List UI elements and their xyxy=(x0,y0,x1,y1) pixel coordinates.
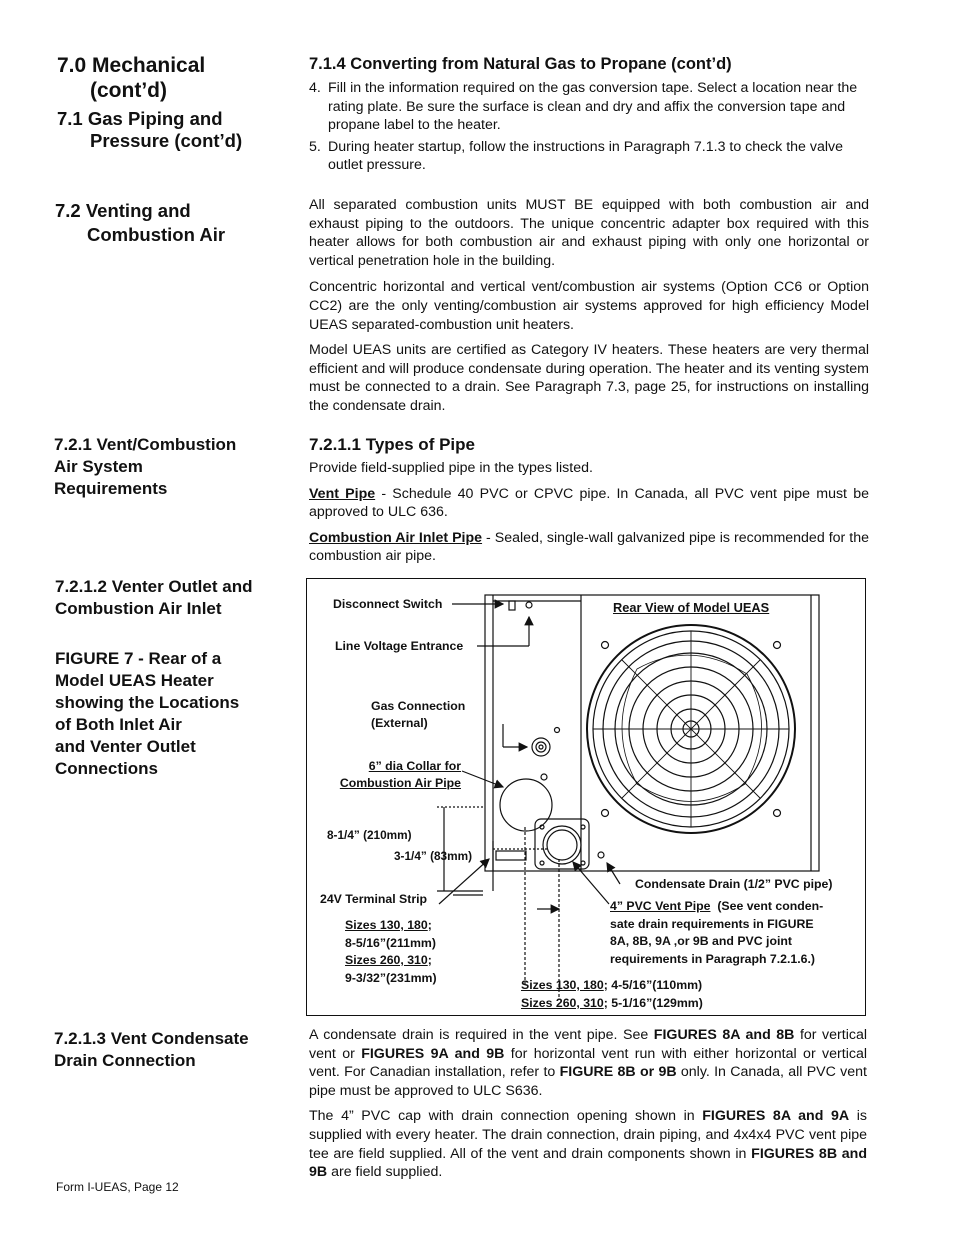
heading-7-0-line1: 7.0 Mechanical xyxy=(57,54,206,77)
heading-7-1-4: 7.1.4 Converting from Natural Gas to Propane (cont’d) xyxy=(309,55,732,73)
types-intro: Provide field-supplied pipe in the types listed. xyxy=(309,460,593,476)
heading-7-2-line2: Combustion Air xyxy=(87,224,226,245)
vent-pipe-note-line2: sate drain requirements in FIGURE xyxy=(610,916,814,931)
heading-7-2-1 xyxy=(54,434,236,500)
heading-7-2-1-line2: Air System xyxy=(54,457,143,476)
text-run: for horizontal vent run with either horizontal or vertical vent. For Canadian installation, refer to xyxy=(309,1045,867,1081)
step-text: During heater startup, follow the instructions in Paragraph 7.1.3 to check the valve outlet pressure. xyxy=(328,138,843,174)
heading-7-2-1-line1: 7.2.1 Vent/Combustion xyxy=(54,435,237,454)
label-vent-pipe xyxy=(610,898,823,968)
caption-line: FIGURE 7 - Rear of a xyxy=(55,649,222,668)
caption-line: and Venter Outlet xyxy=(55,737,196,756)
label-terminal-strip: 24V Terminal Strip xyxy=(320,892,428,906)
label-collar xyxy=(317,758,461,792)
label-line-voltage: Line Voltage Entrance xyxy=(335,639,464,653)
heading-7-2-1-3-line1: 7.2.1.3 Vent Condensate xyxy=(54,1029,249,1048)
drain-para-1 xyxy=(309,1026,867,1100)
heading-7-1 xyxy=(57,108,242,152)
page-footer: Form I-UEAS, Page 12 xyxy=(56,1180,179,1194)
label-sizes-a: Sizes 130, 180; 8-5/16”(211mm) Sizes 260, 310; 9-3/32”(231mm) xyxy=(345,917,437,987)
label-rear-view: Rear View of Model UEAS xyxy=(613,600,770,615)
step-number: 5. xyxy=(309,138,321,155)
vent-pipe-para xyxy=(309,485,869,522)
caption-line: of Both Inlet Air xyxy=(55,715,182,734)
figure-ref: FIGURES 9A and 9B xyxy=(361,1045,505,1062)
text-run: for vertical vent or xyxy=(309,1027,867,1062)
vent-pipe-label: Vent Pipe xyxy=(309,485,376,502)
step-text: Fill in the information required on the gas conversion tape. Select a location near the rating plate. Be sure the surface is clean and dry and affix the conversion tape and propane label to the heater. xyxy=(328,80,858,134)
collar-line1: 6” dia Collar for xyxy=(368,759,461,773)
venting-section xyxy=(309,196,869,423)
figure-ref: FIGURES 8A and 8B xyxy=(653,1027,795,1043)
heading-7-2-1-line3: Requirements xyxy=(54,479,168,498)
label-dim-3-1-4: 3-1/4” (83mm) xyxy=(394,849,473,863)
heading-7-2-1-2-line1: 7.2.1.2 Venter Outlet and xyxy=(55,577,253,596)
heading-7-1-line2: Pressure (cont’d) xyxy=(90,130,243,151)
vent-pipe-text: - Schedule 40 PVC or CPVC pipe. In Canada, all PVC vent pipe must be approved to ULC 636. xyxy=(309,485,869,521)
label-sizes-b xyxy=(521,976,703,1012)
label-dim-8-1-4: 8-1/4” (210mm) xyxy=(327,828,412,842)
combustion-pipe-text: - Sealed, single-wall galvanized pipe is recommended for the combustion air pipe. xyxy=(309,529,869,565)
heading-7-2-1-2 xyxy=(55,576,252,620)
conversion-steps xyxy=(309,79,869,175)
types-of-pipe xyxy=(309,459,869,573)
heading-7-0-line2: (cont’d) xyxy=(90,79,167,102)
sizes-a2: Sizes 260, 310 xyxy=(345,953,428,967)
drain-para-2 xyxy=(309,1107,867,1181)
heading-7-2-line1: 7.2 Venting and xyxy=(55,200,191,221)
text-run: are field supplied. xyxy=(327,1164,443,1181)
heading-7-2-1-1: 7.2.1.1 Types of Pipe xyxy=(309,435,475,454)
heading-7-2-1-2-line2: Combustion Air Inlet xyxy=(55,599,222,618)
text-run: only. In Canada, all PVC vent pipe must be approved to ULC S636. xyxy=(309,1064,867,1099)
gas-connection-line1: Gas Connection xyxy=(371,699,466,713)
figure-7-box xyxy=(306,578,866,1016)
label-condensate-drain: Condensate Drain (1/2” PVC pipe) xyxy=(635,877,833,891)
sizes-a2-value: 9-3/32”(231mm) xyxy=(345,970,437,985)
sizes-b1-value: ; 4-5/16”(110mm) xyxy=(603,978,703,992)
heading-7-2 xyxy=(55,199,225,247)
text-run: is supplied with every heater. The drain connection, drain piping, and 4x4x4 PVC vent pipe tee are field supplied. All of the vent and drain components shown in xyxy=(309,1108,868,1162)
step-item xyxy=(309,138,869,175)
heading-7-2-1-3 xyxy=(54,1028,249,1072)
figure-ref: FIGURE 8B or 9B xyxy=(559,1064,677,1081)
sizes-a1-value: 8-5/16”(211mm) xyxy=(345,935,436,950)
sizes-a1: Sizes 130, 180 xyxy=(345,918,428,932)
sizes-b1: Sizes 130, 180 xyxy=(521,978,604,992)
figure-ref: FIGURES 8B and 9B xyxy=(309,1145,867,1181)
venting-para: All separated combustion units MUST BE equipped with both combustion air and exhaust piping to the outdoors. The unique concentric adapter box required with this heater allows for both combustion air and exhaust piping with only one horizontal or vertical penetration hole in the building. xyxy=(309,197,869,269)
heading-7-0 xyxy=(57,53,205,103)
caption-line: showing the Locations xyxy=(55,693,240,712)
venting-para: Model UEAS units are certified as Category IV heaters. These heaters are very thermal efficient and will produce condensate during operation. The heater and its venting system must be connected to a drain. See Paragraph 7.3, page 25, for instructions on installing the condensate drain. xyxy=(309,342,869,414)
figure-ref: FIGURES 8A and 9A xyxy=(702,1108,850,1125)
collar-line2: Combustion Air Pipe xyxy=(339,776,461,790)
step-item xyxy=(309,79,869,135)
combustion-pipe-label: Combustion Air Inlet Pipe xyxy=(309,529,483,546)
step-number: 4. xyxy=(309,80,321,96)
vent-pipe-title: 4” PVC Vent Pipe xyxy=(610,899,711,913)
vent-pipe-note-line4: requirements in Paragraph 7.2.1.6.) xyxy=(610,951,816,966)
label-disconnect-switch: Disconnect Switch xyxy=(333,597,443,611)
vent-pipe-note-line3: 8A, 8B, 9A ,or 9B and PVC joint xyxy=(610,934,792,948)
caption-line: Connections xyxy=(55,759,158,778)
sizes-b2: Sizes 260, 310 xyxy=(521,996,604,1010)
text-run: The 4” PVC cap with drain connection opening shown in xyxy=(309,1108,703,1125)
label-gas-connection xyxy=(371,698,465,732)
heading-7-2-1-3-line2: Drain Connection xyxy=(54,1051,196,1070)
figure-7-caption xyxy=(55,648,239,780)
sizes-b2-value: ; 5-1/16”(129mm) xyxy=(603,996,703,1010)
vent-pipe-note-line1: (See vent conden- xyxy=(717,899,824,913)
venting-para: Concentric horizontal and vertical vent/combustion air systems (Option CC6 or Option CC2) are the only venting/combustion air systems approved for high efficiency Model UEAS separated-combustion unit heaters. xyxy=(309,279,869,333)
text-run: A condensate drain is required in the vent pipe. See xyxy=(309,1027,654,1043)
gas-connection-line2: (External) xyxy=(371,716,428,730)
combustion-pipe-para xyxy=(309,529,869,566)
drain-section xyxy=(309,1026,867,1189)
heading-7-1-line1: 7.1 Gas Piping and xyxy=(57,108,223,129)
caption-line: Model UEAS Heater xyxy=(55,671,214,690)
